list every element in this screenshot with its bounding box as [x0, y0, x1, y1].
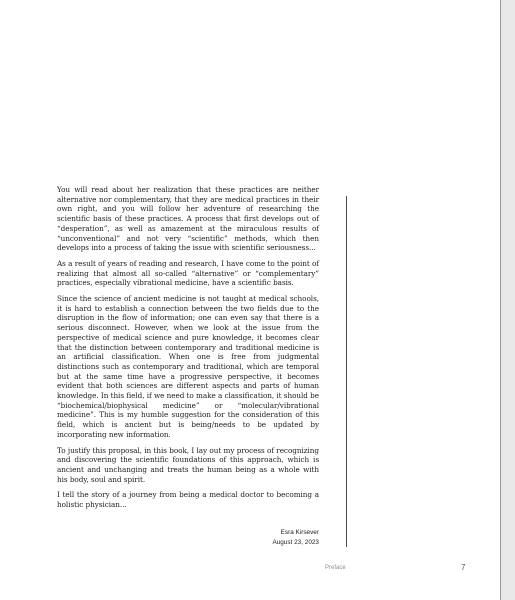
margin-rule: [346, 196, 347, 547]
running-footer: Preface: [325, 565, 346, 571]
paragraph-1: You will read about her realization that these practices are neither alternative nor complementary, that they are medical practices in their own right, and you will follow her adventure of researching the scientific basis of these practices. A process that first develops out of “desperation”, as well as amazement at the miraculous results of “unconventional” and not very “scientific” methods, which then develops into a process of taking the issue with scientific seriousness...: [57, 185, 319, 253]
paragraph-5: I tell the story of a journey from being a medical doctor to becoming a holistic physician...: [57, 490, 319, 510]
paragraph-3: Since the science of ancient medicine is not taught at medical schools, it is hard to establish a connection between the two fields due to the disruption in the flow of information; one can even say that there is a serious disconnect. However, when we look at the issue from the perspective of medical science and pure knowledge, it becomes clear that the distinction between contemporary and traditional medicine is an artificial classification. When one is free from judgmental distinctions such as contemporary and traditional, which are temporal but at the same time have a progressive perspective, it becomes evident that both sciences are different aspects and parts of human knowledge. In this field, if we need to make a classification, it should be “biochemical/biophysical medicine” or “molecular/vibrational medicine”. This is my humble suggestion for the consideration of this field, which is ancient but is being/needs to be updated by incorporating new information.: [57, 294, 319, 439]
paragraph-2: As a result of years of reading and research, I have come to the point of realizing that almost all so-called “alternative” or “complementary” practices, especially vibrational medicine, have a scientific basis.: [57, 258, 319, 288]
signature-block: [200, 528, 319, 548]
paragraph-4: To justify this proposal, in this book, I lay out my process of recognizing and discovering the scientific foundations of this approach, which is ancient and unchanging and treats the human being as a whole with his body, soul and spirit.: [57, 445, 319, 484]
page-number: 7: [461, 563, 466, 572]
signature-date: August 23, 2023: [272, 538, 319, 546]
page-edge-divider: [500, 0, 501, 600]
preface-body: [57, 185, 319, 516]
author-name: Esra Kirsever: [280, 529, 319, 536]
